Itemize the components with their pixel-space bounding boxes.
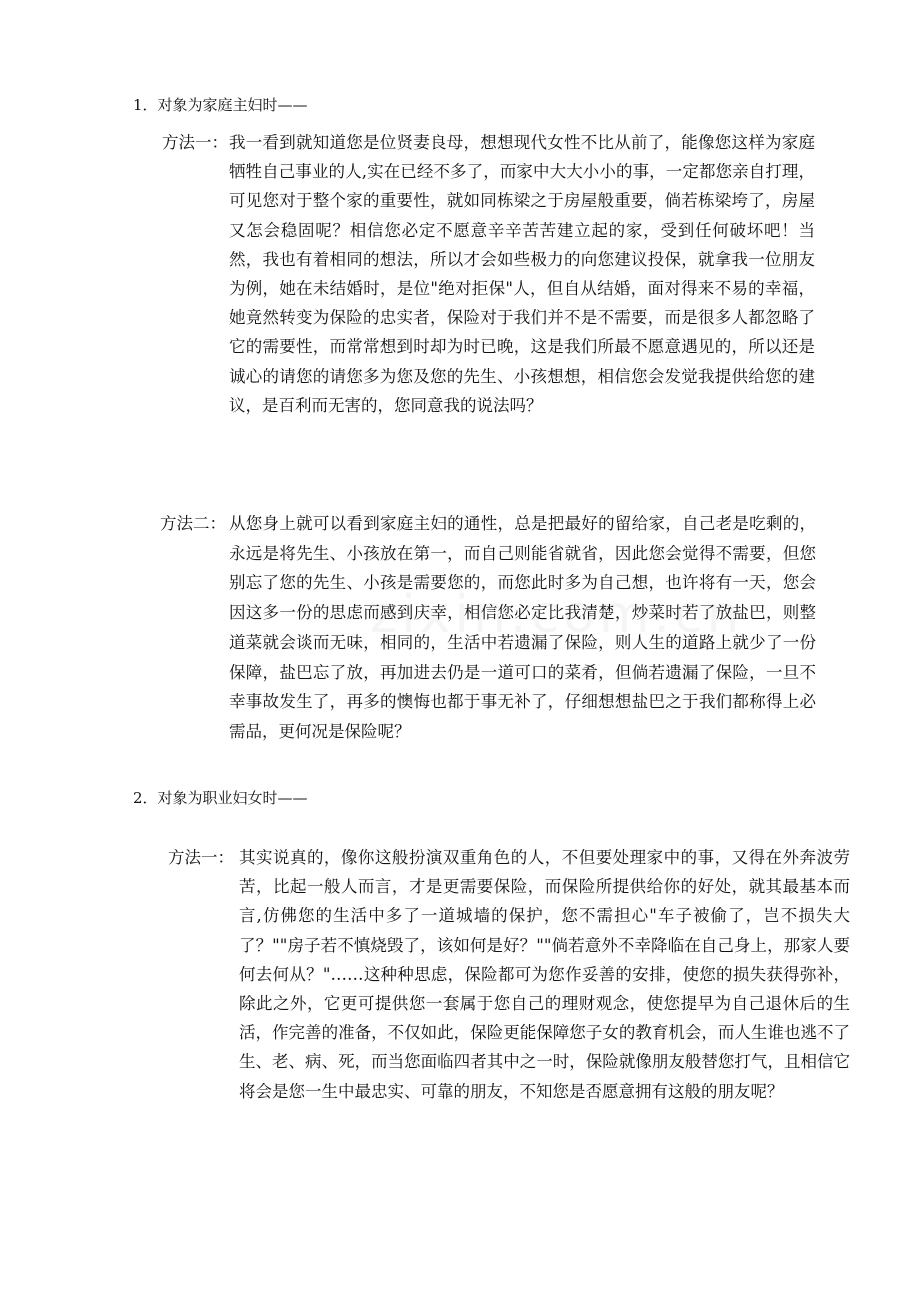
- method-label: 方法二：: [160, 514, 226, 533]
- method-text: 其实说真的，像你这般扮演双重角色的人，不但要处理家中的事，又得在外奔波劳苦，比起一般人而言，才是更需要保险，而保险所提供给你的好处，就其最基本而言,仿佛您的生活中多了一道城墙的保护，您不需担心"车子被偷了，岂不损失大了？""房子若不慎烧毁了，该如何是好？""倘若意外不幸降临在自己身上，那家人要何去何从？"……这种种思虑，保险都可为您作妥善的安排，使您的损失获得弥补，除此之外，它更可提供您一套属于您自己的理财观念，使您提早为自己退休后的生活，作完善的准备，不仅如此，保险更能保障您子女的教育机会，而人生谁也逃不了生、老、病、死，而当您面临四者其中之一时，保险就像朋友般替您打气，且相信它将会是您一生中最忠实、可靠的朋友，不知您是否愿意拥有这般的朋友呢？: [239, 848, 850, 1101]
- method-label: 方法一：: [162, 133, 228, 152]
- method-text: 我一看到就知道您是位贤妻良母，想想现代女性不比从前了，能像您这样为家庭牺牲自己事业的人,实在已经不多了，而家中大大小小的事，一定都您亲自打理，可见您对于整个家的重要性，就如同栋梁之于房屋般重要，倘若栋梁垮了，房屋又怎会稳固呢？相信您必定不愿意辛辛苦苦建立起的家，受到任何破坏吧！当然，我也有着相同的想法，所以才会如些极力的向您建议投保，就拿我一位朋友为例，她在未结婚时，是位"绝对拒保"人，但自从结婚，面对得来不易的幸福，她竟然转变为保险的忠实者，保险对于我们并不是不需要，而是很多人都忽略了它的需要性，而常常想到时却为时已晚，这是我们所最不愿意遇见的，所以还是诚心的请您的请您多为您及您的先生、小孩想想，相信您会发觉我提供给您的建议，是百利而无害的，您同意我的说法吗？: [229, 133, 815, 415]
- section-heading-housewife: 1．对象为家庭主妇时——: [133, 96, 308, 114]
- method-text: 从您身上就可以看到家庭主妇的通性，总是把最好的留给家，自己老是吃剩的，永远是将先生、小孩放在第一，而自己则能省就省，因此您会觉得不需要，但您别忘了您的先生、小孩是需要您的，而您此时多为自己想，也许将有一天，您会因这多一份的思虑而感到庆幸，相信您必定比我清楚，炒菜时若了放盐巴，则整道菜就会谈而无味，相同的，生活中若遗漏了保险，则人生的道路上就少了一份保障，盐巴忘了放，再加进去仍是一道可口的菜肴，但倘若遗漏了保险，一旦不幸事故发生了，再多的懊悔也都于事无补了，仔细想想盐巴之于我们都称得上必需品，更何况是保险呢？: [229, 514, 816, 741]
- method-label: 方法一：: [168, 848, 234, 867]
- section-heading-working-women: 2．对象为职业妇女时——: [133, 789, 308, 807]
